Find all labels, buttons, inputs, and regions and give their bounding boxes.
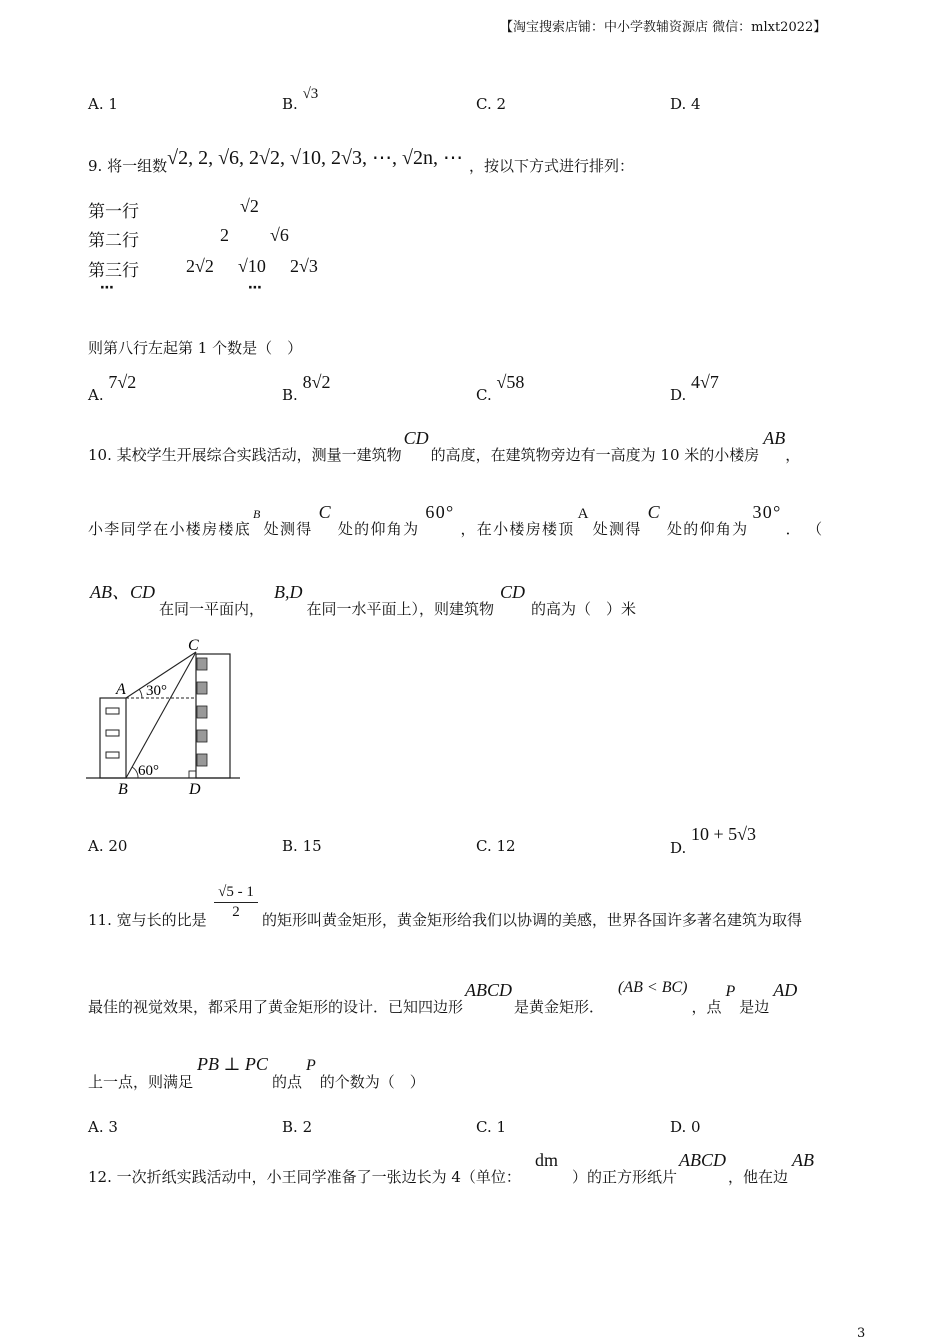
q11-line1-rest: 的矩形叫黄金矩形，黄金矩形给我们以协调的美感，世界各国许多著名建筑为取得	[262, 911, 803, 929]
q11-fraction: √5 - 1 2	[214, 884, 258, 921]
label-a: A	[116, 681, 126, 698]
header-banner: 【淘宝搜索店铺：中小学教辅资源店 微信：mlxt2022】	[500, 20, 827, 35]
q9-row3-label: 第三行	[88, 261, 139, 281]
angle-30: 30°	[146, 683, 167, 699]
q9-option-b: B. 8√2	[282, 372, 331, 404]
q9-stem: 9. 将一组数√2, 2, √6, 2√2, √10, 2√3, ⋯, √2n, ⋯ ，按以下方式进行排列：	[88, 147, 634, 175]
q9-row2-val1: 2	[220, 225, 229, 245]
small-building	[100, 698, 126, 778]
q12-line1: 12. 一次折纸实践活动中，小王同学准备了一张边长为 4（单位：dm）的正方形纸片ABCD，他在边AB	[88, 1150, 814, 1186]
q10-option-b: B. 15	[282, 837, 322, 855]
label-b: B	[118, 781, 128, 798]
q9-row2-label: 第二行	[88, 231, 139, 251]
q10-figure	[80, 630, 250, 800]
q8-option-b: B. √3	[282, 86, 319, 113]
q11-option-b: B. 2	[282, 1118, 313, 1136]
q9-row3-val2: √10	[238, 256, 266, 276]
q10-option-d: D. 10 + 5√3	[670, 824, 757, 857]
line-bc	[126, 652, 196, 778]
q10-option-c: C. 12	[476, 837, 516, 855]
q10-line1: 10. 某校学生开展综合实践活动，测量一建筑物CD的高度，在建筑物旁边有一高度为 10 米的小楼房AB，	[88, 428, 801, 464]
q11-line1-text: 11. 宽与长的比是	[88, 911, 207, 929]
q11-option-c: C. 1	[476, 1118, 507, 1136]
q9-row1-label: 第一行	[88, 202, 139, 222]
q9-sequence: √2, 2, √6, 2√2, √10, 2√3, ⋯, √2n, ⋯	[167, 147, 463, 169]
q11-option-d: D. 0	[670, 1118, 701, 1136]
q9-option-c: C. √58	[476, 372, 525, 404]
q10-line3: AB、CD在同一平面内，B,D在同一水平面上），则建筑物CD的高为（ ）米	[90, 582, 637, 618]
q9-option-a: A. 7√2	[88, 372, 137, 404]
q8-option-d: D. 4	[670, 95, 701, 113]
q11-line3: 上一点，则满足PB ⊥ PC的点P的个数为（ ）	[88, 1054, 425, 1091]
q9-row3-val1: 2√2	[186, 256, 214, 276]
q9-option-d: D. 4√7	[670, 372, 719, 404]
q8-option-c: C. 2	[476, 95, 507, 113]
q9-question: 则第八行左起第 1 个数是（ ）	[88, 339, 303, 357]
q9-row3-val3: 2√3	[290, 256, 318, 276]
q11-option-a: A. 3	[88, 1118, 118, 1136]
page-number: 3	[857, 1326, 866, 1341]
q9-row2-val2: √6	[270, 225, 289, 245]
label-c: C	[188, 637, 199, 654]
q9-ellipsis-left: ⋯	[100, 280, 114, 296]
q10-option-a: A. 20	[88, 837, 128, 855]
angle-60: 60°	[138, 763, 159, 779]
q10-line2: 小李同学在小楼房楼底B处测得C处的仰角为60°，在小楼房楼顶A处测得C处的仰角为30°．（	[88, 502, 837, 538]
q8-option-a: A. 1	[88, 95, 118, 113]
label-d: D	[189, 781, 201, 798]
q9-row1-val1: √2	[240, 196, 259, 216]
q11-line2: 最佳的视觉效果，都采用了黄金矩形的设计．已知四边形ABCD是黄金矩形．(AB < BC)，点P是边AD	[88, 979, 798, 1016]
q9-ellipsis-right: ⋯	[248, 280, 262, 296]
